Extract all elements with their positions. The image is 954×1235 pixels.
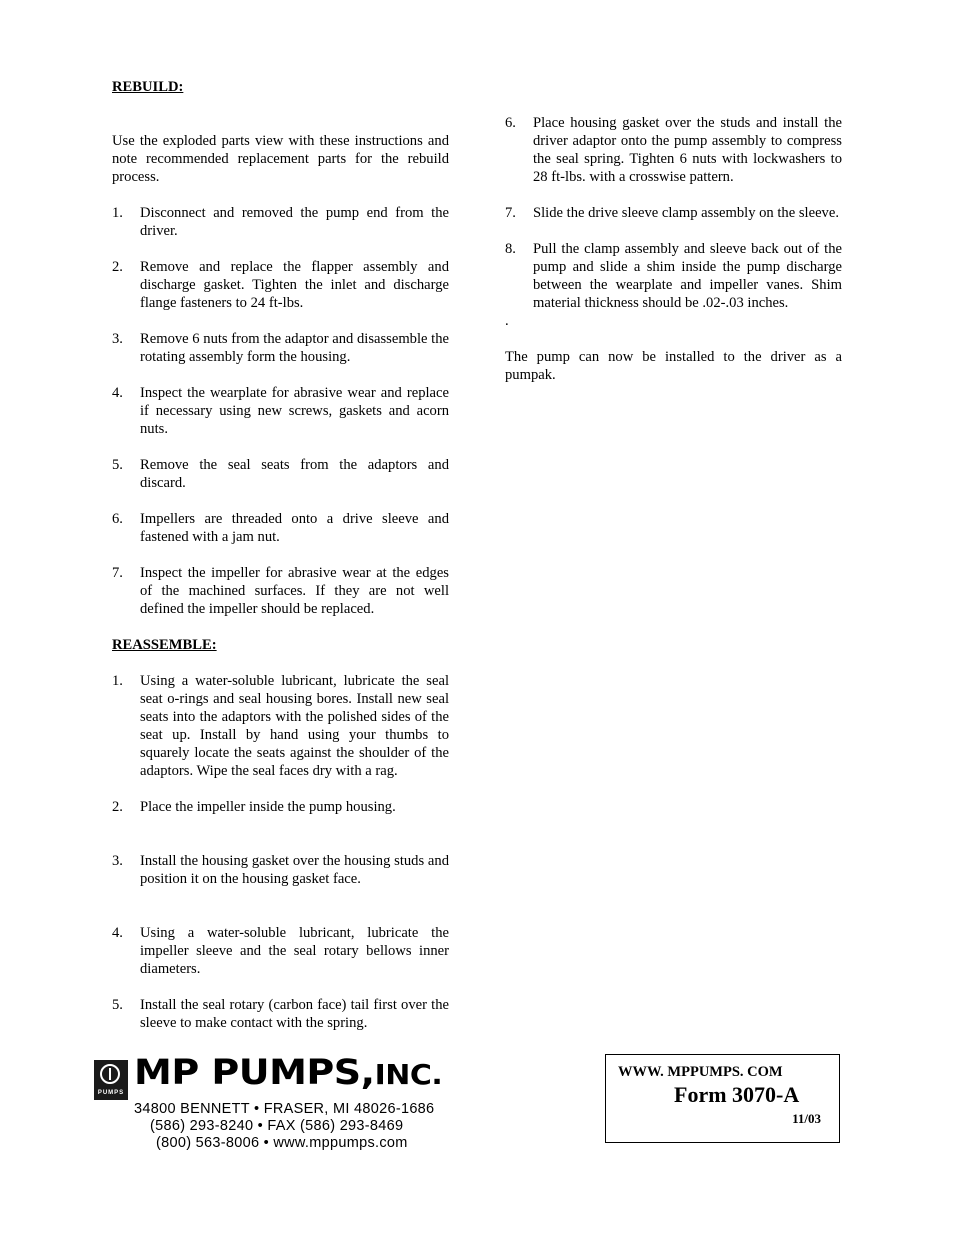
company-logo bbox=[92, 1052, 468, 1154]
step-number: 2. bbox=[112, 259, 123, 275]
step-text: Remove and replace the flapper assembly and discharge gasket. Tighten the inlet and discharge flange fasteners to 24 ft-lbs. bbox=[140, 259, 449, 311]
form-info-box bbox=[605, 1054, 840, 1143]
step-number: 6. bbox=[505, 115, 516, 131]
company-address: 34800 BENNETT • FRASER, MI 48026-1686 bbox=[134, 1101, 435, 1117]
step-number: 5. bbox=[112, 997, 123, 1013]
reassemble-step bbox=[112, 996, 449, 1032]
reassemble-steps-continued bbox=[505, 114, 842, 312]
rebuild-step bbox=[112, 258, 449, 312]
form-number: Form 3070-A bbox=[674, 1082, 800, 1107]
step-number: 1. bbox=[112, 205, 123, 221]
reassemble-steps bbox=[112, 672, 449, 1032]
rebuild-intro: Use the exploded parts view with these instructions and note recommended replacement parts for the rebuild process. bbox=[112, 133, 449, 185]
rebuild-steps bbox=[112, 204, 449, 618]
company-name-suffix: INC. bbox=[374, 1059, 443, 1092]
company-name-main: MP PUMPS, bbox=[134, 1052, 375, 1093]
step-number: 4. bbox=[112, 385, 123, 401]
rebuild-step bbox=[112, 564, 449, 618]
step-text: Disconnect and removed the pump end from the driver. bbox=[140, 205, 449, 239]
website-url: WWW. MPPUMPS. COM bbox=[618, 1064, 783, 1080]
right-column bbox=[505, 114, 842, 384]
reassemble-step bbox=[505, 240, 842, 312]
step-text: Place housing gasket over the studs and install the driver adaptor onto the pump assembly to compress the seal spring. Tighten 6 nuts with lockwashers to 28 ft-lbs. with a crosswise pattern. bbox=[533, 115, 842, 185]
step-text: Install the housing gasket over the housing studs and position it on the housing gasket face. bbox=[140, 853, 449, 887]
step-text: Remove 6 nuts from the adaptor and disassemble the rotating assembly form the housing. bbox=[140, 331, 449, 365]
step-number: 3. bbox=[112, 331, 123, 347]
reassemble-heading: REASSEMBLE: bbox=[112, 637, 217, 653]
rebuild-step bbox=[112, 510, 449, 546]
step-text: Inspect the impeller for abrasive wear at the edges of the machined surfaces. If they are not well defined the impeller should be replaced. bbox=[140, 565, 449, 617]
mp-emblem-icon bbox=[94, 1060, 128, 1100]
left-column bbox=[112, 78, 449, 1032]
rebuild-step bbox=[112, 330, 449, 366]
step-text: Place the impeller inside the pump housing. bbox=[140, 799, 396, 815]
step-text: Install the seal rotary (carbon face) tail first over the sleeve to make contact with the spring. bbox=[140, 997, 449, 1031]
step-text: Slide the drive sleeve clamp assembly on the sleeve. bbox=[533, 205, 839, 221]
emblem-label: PUMPS bbox=[97, 1090, 125, 1096]
stray-period: . bbox=[505, 313, 509, 329]
rebuild-step bbox=[112, 204, 449, 240]
rebuild-step bbox=[112, 456, 449, 492]
step-number: 2. bbox=[112, 799, 123, 815]
company-phone-fax: (586) 293-8240 • FAX (586) 293-8469 bbox=[150, 1118, 404, 1134]
company-name bbox=[134, 1052, 442, 1096]
reassemble-step bbox=[112, 672, 449, 780]
step-number: 5. bbox=[112, 457, 123, 473]
step-number: 4. bbox=[112, 925, 123, 941]
rebuild-heading: REBUILD: bbox=[112, 79, 184, 95]
reassemble-step bbox=[112, 852, 449, 888]
rebuild-step bbox=[112, 384, 449, 438]
reassemble-step bbox=[505, 114, 842, 186]
step-number: 6. bbox=[112, 511, 123, 527]
reassemble-step bbox=[112, 798, 449, 816]
step-text: Impellers are threaded onto a drive sleeve and fastened with a jam nut. bbox=[140, 511, 449, 545]
step-number: 8. bbox=[505, 241, 516, 257]
step-text: Pull the clamp assembly and sleeve back out of the pump and slide a shim inside the pump discharge between the wearplate and impeller vanes. Shim material thickness should be .02-.03 inches. bbox=[533, 241, 842, 311]
company-tollfree-web: (800) 563-8006 • www.mppumps.com bbox=[156, 1135, 408, 1151]
closing-note: The pump can now be installed to the driver as a pumpak. bbox=[505, 349, 842, 383]
step-text: Using a water-soluble lubricant, lubricate the seal seat o-rings and seal housing bores. Install new seal seats into the adaptors with the polished sides of the seat up. Install by hand using your thumbs to squarely locate the seats against the shoulder of the adaptors. Wipe the seal faces dry with a rag. bbox=[140, 673, 449, 779]
step-number: 3. bbox=[112, 853, 123, 869]
step-number: 1. bbox=[112, 673, 123, 689]
step-text: Using a water-soluble lubricant, lubricate the impeller sleeve and the seal rotary bellows inner diameters. bbox=[140, 925, 449, 977]
step-number: 7. bbox=[505, 205, 516, 221]
step-number: 7. bbox=[112, 565, 123, 581]
form-date: 11/03 bbox=[792, 1111, 821, 1126]
step-text: Remove the seal seats from the adaptors and discard. bbox=[140, 457, 449, 491]
reassemble-step bbox=[505, 204, 842, 222]
step-text: Inspect the wearplate for abrasive wear and replace if necessary using new screws, gaskets and acorn nuts. bbox=[140, 385, 449, 437]
reassemble-step bbox=[112, 924, 449, 978]
